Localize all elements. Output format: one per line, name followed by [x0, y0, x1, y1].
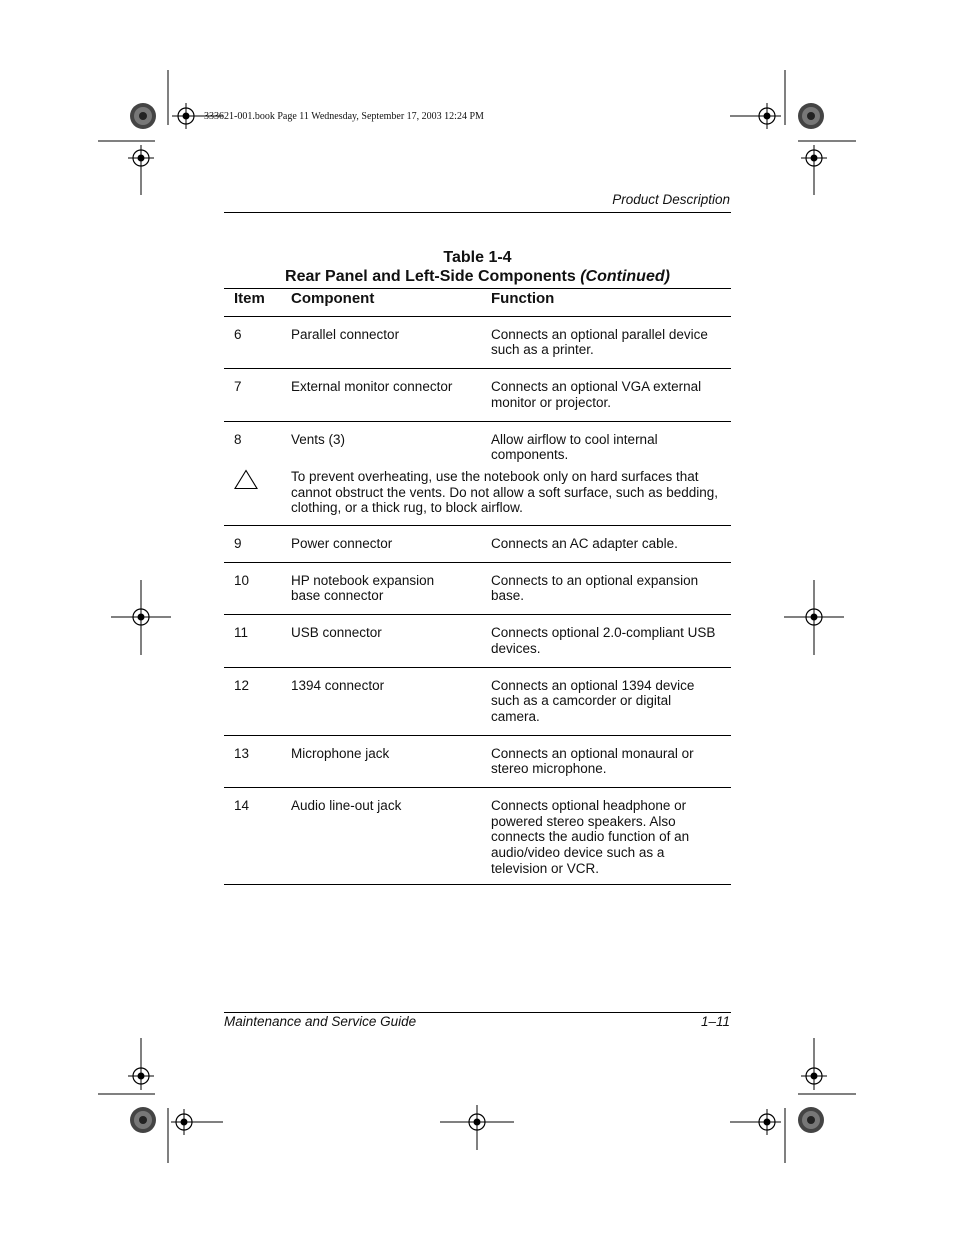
caution-triangle-icon — [234, 469, 258, 490]
row-component: Vents (3) — [291, 431, 346, 447]
footer-rule — [224, 1012, 731, 1013]
row-function: Connects an AC adapter cable. — [491, 526, 731, 563]
table-row — [224, 526, 731, 563]
row-function: Connects an optional VGA external monitor or projector. — [491, 369, 731, 421]
table-row — [224, 667, 731, 735]
table-caption — [224, 248, 731, 286]
row-component: USB connector — [291, 615, 491, 667]
row-item: 11 — [224, 615, 291, 667]
row-component: External monitor connector — [291, 369, 491, 421]
table-row — [224, 421, 731, 469]
row-function: Connects to an optional expansion base. — [491, 562, 731, 614]
row-component: Parallel connector — [291, 316, 491, 368]
row-item: 12 — [224, 667, 291, 735]
row-function: Connects an optional parallel device such as a printer. — [491, 316, 731, 368]
row-component: 1394 connector — [291, 667, 491, 735]
row-component: Power connector — [291, 526, 491, 563]
row-item: 6 — [224, 316, 291, 368]
header-function: Function — [491, 289, 731, 317]
table-row — [224, 788, 731, 885]
row-function: Connects an optional 1394 device such as a camcorder or digital camera. — [491, 667, 731, 735]
row-item: 13 — [224, 735, 291, 787]
table-continued-label: (Continued) — [580, 268, 670, 285]
row-item: 14 — [224, 788, 291, 885]
row-function: Connects optional 2.0-compliant USB devices. — [491, 615, 731, 667]
table-number: Table 1-4 — [443, 249, 512, 266]
table-header-row — [224, 289, 731, 317]
table-row — [224, 562, 731, 614]
row-item: 8 — [234, 431, 242, 447]
footer-guide-title: Maintenance and Service Guide — [224, 1014, 417, 1029]
components-table — [224, 288, 731, 885]
caution-icon-cell — [224, 469, 291, 526]
row-function: Allow airflow to cool internal components. — [491, 431, 658, 463]
table-title-text: Rear Panel and Left-Side Components — [285, 268, 576, 285]
row-component: HP notebook expansion base connector — [291, 562, 491, 614]
table-row — [224, 735, 731, 787]
table-row — [224, 316, 731, 368]
book-meta-line: 333621-001.book Page 11 Wednesday, September 17, 2003 12:24 PM — [204, 111, 484, 122]
table-row — [224, 369, 731, 421]
header-item: Item — [224, 289, 291, 317]
header-component: Component — [291, 289, 491, 317]
row-item: 10 — [224, 562, 291, 614]
running-head: Product Description — [612, 192, 730, 207]
footer-page-number: 1–11 — [700, 1014, 730, 1029]
row-component: Microphone jack — [291, 735, 491, 787]
table-title — [224, 267, 731, 286]
row-item: 9 — [224, 526, 291, 563]
row-component: Audio line-out jack — [291, 788, 491, 885]
row-function: Connects optional headphone or powered stereo speakers. Also connects the audio function of an audio/video device such as a television or VCR. — [491, 788, 731, 885]
caution-text: To prevent overheating, use the notebook only on hard surfaces that cannot obstruct the vents. Do not allow a soft surface, such as bedding, clothing, or a thick rug, to block airflow. — [291, 469, 731, 526]
caution-row — [224, 469, 731, 526]
header-rule — [224, 212, 731, 213]
table-row — [224, 615, 731, 667]
row-function: Connects an optional monaural or stereo microphone. — [491, 735, 731, 787]
row-item: 7 — [224, 369, 291, 421]
